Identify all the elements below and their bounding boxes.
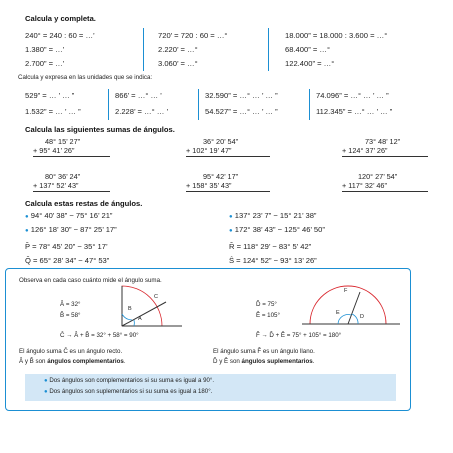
exercise-item: 54.527” = …° … ’ … ” [205,107,278,116]
sum-bottom: + 117° 32’ 46” [342,181,387,190]
column-divider [198,89,199,120]
box-title: Observa en cada caso cuánto mide el ángulo suma. [19,277,162,284]
angle-a-value: Â = 32° [60,301,81,308]
text-part: . [123,358,126,365]
sum-top: 80° 36’ 24” [45,172,81,181]
subtraction-item [229,211,316,220]
exercise-item: 2.228’ = …° … ’ [115,107,169,116]
arc [352,314,358,324]
text-part: Â y B̂ son [19,358,48,365]
angle-b-value: B̂ = 58° [60,312,81,319]
text-bold: ángulos complementarios [47,358,124,365]
text-part: D̂ y Ê son [213,358,242,365]
arc [122,314,132,320]
sum-line [342,191,428,192]
angle-expression: Q̂ = 65° 28’ 34” − 47° 53” [25,256,110,265]
exercise-item: 529” = … ’ … ” [25,91,75,100]
arc [310,286,386,324]
sum-top: 120° 27’ 54” [358,172,398,181]
supplementary-text1: El ángulo suma F̂ es un ángulo llano. [213,348,315,355]
sum-bottom: + 124° 37’ 26” [342,146,388,155]
sum-top: 73° 48’ 12” [365,137,401,146]
note-item [44,388,212,395]
complementary-angle-figure [118,284,188,328]
supplementary-sum: F̂ → D̂ + Ê = 75° + 105° = 180° [256,332,342,339]
bullet-icon: ● [44,378,48,384]
fig-label-d: D [360,314,364,320]
bullet-icon: ● [25,214,29,220]
subtraction-text: 137° 23’ 7” − 15° 21’ 38” [234,211,317,220]
complementary-text1: El ángulo suma Ĉ es un ángulo recto. [19,348,123,355]
fig-label-c: C [154,294,158,300]
exercise-item: 2.700” = …’ [25,59,65,68]
sum-bottom: + 137° 52’ 43” [33,181,79,190]
sum-bottom: + 95° 41’ 26” [33,146,75,155]
exercise-item: 2.220’ = …° [158,45,198,54]
sum-top: 36° 20’ 54” [203,137,239,146]
subtraction-text: 126° 18’ 30” − 87° 25’ 17” [30,225,117,234]
bullet-icon: ● [44,389,48,395]
section3-title: Calcula las siguientes sumas de ángulos. [25,125,175,134]
subtraction-item [229,225,325,234]
fig-label-b: B [128,306,132,312]
column-divider [108,89,109,120]
exercise-item: 1.532” = … ’ … ” [25,107,81,116]
column-divider [268,28,269,71]
bullet-icon: ● [229,214,233,220]
sum-top: 95° 42’ 17” [203,172,239,181]
note-text: Dos ángulos son complementarios si su suma es igual a 90°. [49,377,215,384]
column-divider [309,89,310,120]
exercise-item: 74.096” = …° … ’ … ” [316,91,389,100]
exercise-item: 122.400” = …° [285,59,335,68]
bullet-icon: ● [229,228,233,234]
fig-label-e: E [336,310,340,316]
fig-label-f: F [344,288,348,294]
angle-d-value: D̂ = 75° [256,301,277,308]
bullet-icon: ● [25,228,29,234]
angle-e-value: Ê = 105° [256,312,280,319]
ray [348,292,360,324]
text-part: . [312,358,315,365]
sum-line [33,191,110,192]
angle-expression: Ŝ = 124° 52” − 93° 13’ 26” [229,256,317,265]
section4-title: Calcula estas restas de ángulos. [25,199,143,208]
column-divider [143,28,144,71]
section2-title: Calcula y expresa en las unidades que se indica: [18,74,153,81]
subtraction-item [25,211,112,220]
subtraction-text: 94° 40’ 38” − 75° 16’ 21” [30,211,113,220]
complementary-sum: Ĉ → Â + B̂ = 32° + 58° = 90° [60,332,139,339]
exercise-item: 18.000” = 18.000 : 3.600 = …° [285,31,388,40]
supplementary-angle-figure [300,284,404,330]
angle-expression: P̂ = 78° 45’ 20” − 35° 17’ [25,242,108,251]
exercise-item: 866’ = …° … ’ [115,91,162,100]
sum-line [33,156,110,157]
exercise-item: 68.400” = …° [285,45,331,54]
exercise-item: 112.345” = …° … ’ … ” [316,107,393,116]
sum-top: 48° 15’ 27” [45,137,81,146]
section1-title: Calcula y completa. [25,14,96,23]
note-item [44,377,214,384]
subtraction-item [25,225,117,234]
exercise-item: 32.590” = …° … ’ … ” [205,91,278,100]
exercise-item: 1.380” = …’ [25,45,65,54]
exercise-item: 240° = 240 : 60 = …’ [25,31,95,40]
angle-expression: R̂ = 118° 29’ − 83° 5’ 42” [229,242,312,251]
fig-label-a: A [138,316,142,322]
subtraction-text: 172° 38’ 43” − 125° 46’ 50” [234,225,325,234]
complementary-text2 [19,358,126,365]
sum-bottom: + 158° 35’ 43” [186,181,232,190]
note-text: Dos ángulos son suplementarios si su suma es igual a 180°. [49,388,213,395]
sum-line [186,191,270,192]
supplementary-text2 [213,358,314,365]
text-bold: ángulos suplementarios [241,358,313,365]
sum-line [186,156,270,157]
sum-bottom: + 102° 19’ 47” [186,146,232,155]
exercise-item: 3.060’ = …° [158,59,198,68]
sum-line [342,156,428,157]
exercise-item: 720’ = 720 : 60 = …° [158,31,228,40]
